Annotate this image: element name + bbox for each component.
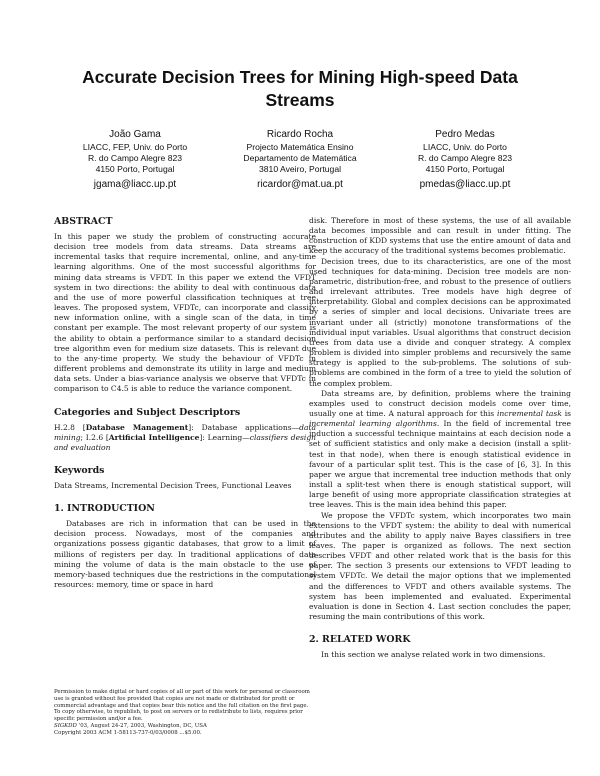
introduction-text: Databases are rich in information that can be used in the decision process. Nowadays, most of the companies and organizations possess gigantic databases, that grow to a limit of millions of registers per day. In traditional applications of data mining the volume of data is the main obstacle to the use of memory-based techniques due the restrictions in the computational resources: memory, time or space in hard [54, 519, 316, 590]
author-city: 4150 Porto, Portugal [425, 164, 505, 175]
copyright-line: Copyright 2003 ACM 1-58113-737-0/03/0008 ...$5.00. [54, 729, 202, 736]
keywords-text: Data Streams, Incremental Decision Trees, Functional Leaves [54, 480, 292, 490]
category-rest: ]: Learning— [199, 432, 250, 442]
author-name: Ricardo Rocha [266, 129, 334, 140]
permission-text: Permission to make digital or hard copies of all or part of this work for personal or classroom use is granted without fee provided that copies are not made or distributed for profit or commercial advantage and that copies bear this notice and the full citation on the first page. To copy otherwise, to republish, to post on servers or to redistribute to lists, requires prior specific permission and/or a fee. [54, 689, 310, 723]
category-subject: data mining [54, 422, 316, 442]
categories-heading: Categories and Subject Descriptors [54, 406, 241, 418]
emphasis-text: incremental task [497, 408, 562, 418]
emphasis-text: incremental learning algorithms [309, 419, 437, 429]
conference-name: SIGKDD [54, 722, 77, 729]
data-streams-paragraph [309, 389, 571, 511]
left-column [54, 216, 316, 590]
category-subject: classifiers design and evaluation [54, 432, 317, 452]
paragraph-text: Data streams are, by definition, problems where the training examples used to construct decision models come over time, usually one at time. A natural approach for this [309, 388, 571, 418]
author-address: R. do Campo Alegre 823 [87, 153, 183, 164]
category-rest: ]: Database applications— [188, 422, 300, 432]
permission-footnote [54, 689, 316, 737]
paragraph-text: . In the field of incremental tree induction a successful technique maintains at each decision node a set of sufficient statistics and only make a decision (install a split-test in that node), when there is enough statistical evidence in favour of a particular split test. This is the case of [6, 3]. In this paper we argue that incremental tree induction methods that only install a split-test when there is enough statistical support, will large benefit of using more appropriate classification strategies at tree leaves. This is the main idea behind this paper. [309, 419, 571, 510]
category-code: ; I.2.6 [ [80, 432, 109, 442]
conference-line [54, 723, 316, 730]
paragraph-text: is [561, 408, 571, 418]
related-work-heading: 2. RELATED WORK [309, 634, 411, 646]
author-1 [60, 128, 210, 192]
author-address: Departamento de Matemática [243, 153, 357, 164]
author-city: 4150 Porto, Portugal [95, 164, 175, 175]
category-code: H.2.8 [ [54, 422, 86, 432]
related-work-text: In this section we analyse related work in two dimensions. [321, 650, 546, 660]
proposal-paragraph: We propose the VFDTc system, which incorporates two main extensions to the VFDT system: the ability to deal with numerical attributes and the ability to apply naive Bayes classifiers in tree leaves. The paper is organized as follows. The next section describes VFDT and other related work that is the basis for this paper. The section 3 presents our extensions to VFDT leading to system VFDTc. We detail the major options that we implemented and the differences to VFDT and others available systems. The system has been implemented and evaluated. Experimental evaluation is done in Section 4. Last section concludes the paper, resuming the main contributions of this work. [309, 510, 571, 622]
author-affiliation: Projecto Matemática Ensino [246, 142, 354, 152]
right-column [309, 216, 571, 660]
author-name: João Gama [109, 129, 161, 140]
categories-text [54, 423, 316, 453]
author-2 [225, 128, 375, 192]
category-name: Artificial Intelligence [108, 432, 200, 442]
paper-title: Accurate Decision Trees for Mining High-speed Data Streams [82, 67, 518, 110]
abstract-text: In this paper we study the problem of constructing accurate decision tree models from data streams. Data streams are incremental tasks that require incremental, online, and any-time learning algorithms. One of the most successful algorithms for mining data streams is VFDT. In this paper we extend the VFDT system in two directions: the ability to deal with continuous data and the use of more powerful classification techniques at tree leaves. The proposed system, VFDTc, can incorporate and classify new information online, with a single scan of the data, in time constant per example. The most relevant property of our system is the ability to obtain a performance similar to a standard decision tree algorithm even for medium size datasets. This is relevant due to the any-time property. We study the behaviour of VFDTc in different problems and demonstrate its utility in large and medium data sets. Under a bias-variance analysis we observe that VFDTc in comparison to C4.5 is able to reduce the variance component. [54, 232, 316, 394]
author-email[interactable]: pmedas@liacc.up.pt [419, 178, 511, 190]
author-city: 3810 Aveiro, Portugal [258, 164, 342, 175]
author-email[interactable]: jgama@liacc.up.pt [93, 178, 177, 190]
category-name: Database Management [85, 422, 189, 432]
author-affiliation: LIACC, FEP, Univ. do Porto [82, 142, 188, 152]
introduction-heading: 1. INTRODUCTION [54, 503, 155, 515]
author-name: Pedro Medas [435, 129, 495, 140]
author-block [60, 128, 540, 198]
conference-details: ’03, August 24-27, 2003, Washington, DC, USA [76, 722, 207, 729]
keywords-heading: Keywords [54, 464, 105, 476]
decision-trees-paragraph: Decision trees, due to its characteristics, are one of the most used techniques for data-mining. Decision tree models are non-parametric, distribution-free, and robust to the presence of outliers and irrelevant attributes. Tree models have high degree of interpretability. Global and complex decisions can be approximated by a series of simpler and local decisions. Univariate trees are invariant under all (strictly) monotone transformations of the individual input variables. Usual algorithms that construct decision trees from data use a divide and conquer strategy. A complex problem is divided into simpler problems and recursively the same strategy is applied to the sub-problems. The solutions of sub-problems are combined in the form of a tree to yield the solution of the complex problem. [309, 256, 571, 388]
intro-continued-paragraph: disk. Therefore in most of these systems, the use of all available data becomes impossible and can result in under fitting. The construction of KDD systems that use the entire amount of data and keep the accuracy of the traditional systems becomes problematic. [309, 216, 571, 256]
abstract-heading: ABSTRACT [54, 216, 113, 227]
author-email[interactable]: ricardor@mat.ua.pt [257, 178, 343, 190]
author-3 [390, 128, 540, 192]
author-affiliation: LIACC, Univ. do Porto [423, 142, 507, 152]
author-address: R. do Campo Alegre 823 [417, 153, 513, 164]
